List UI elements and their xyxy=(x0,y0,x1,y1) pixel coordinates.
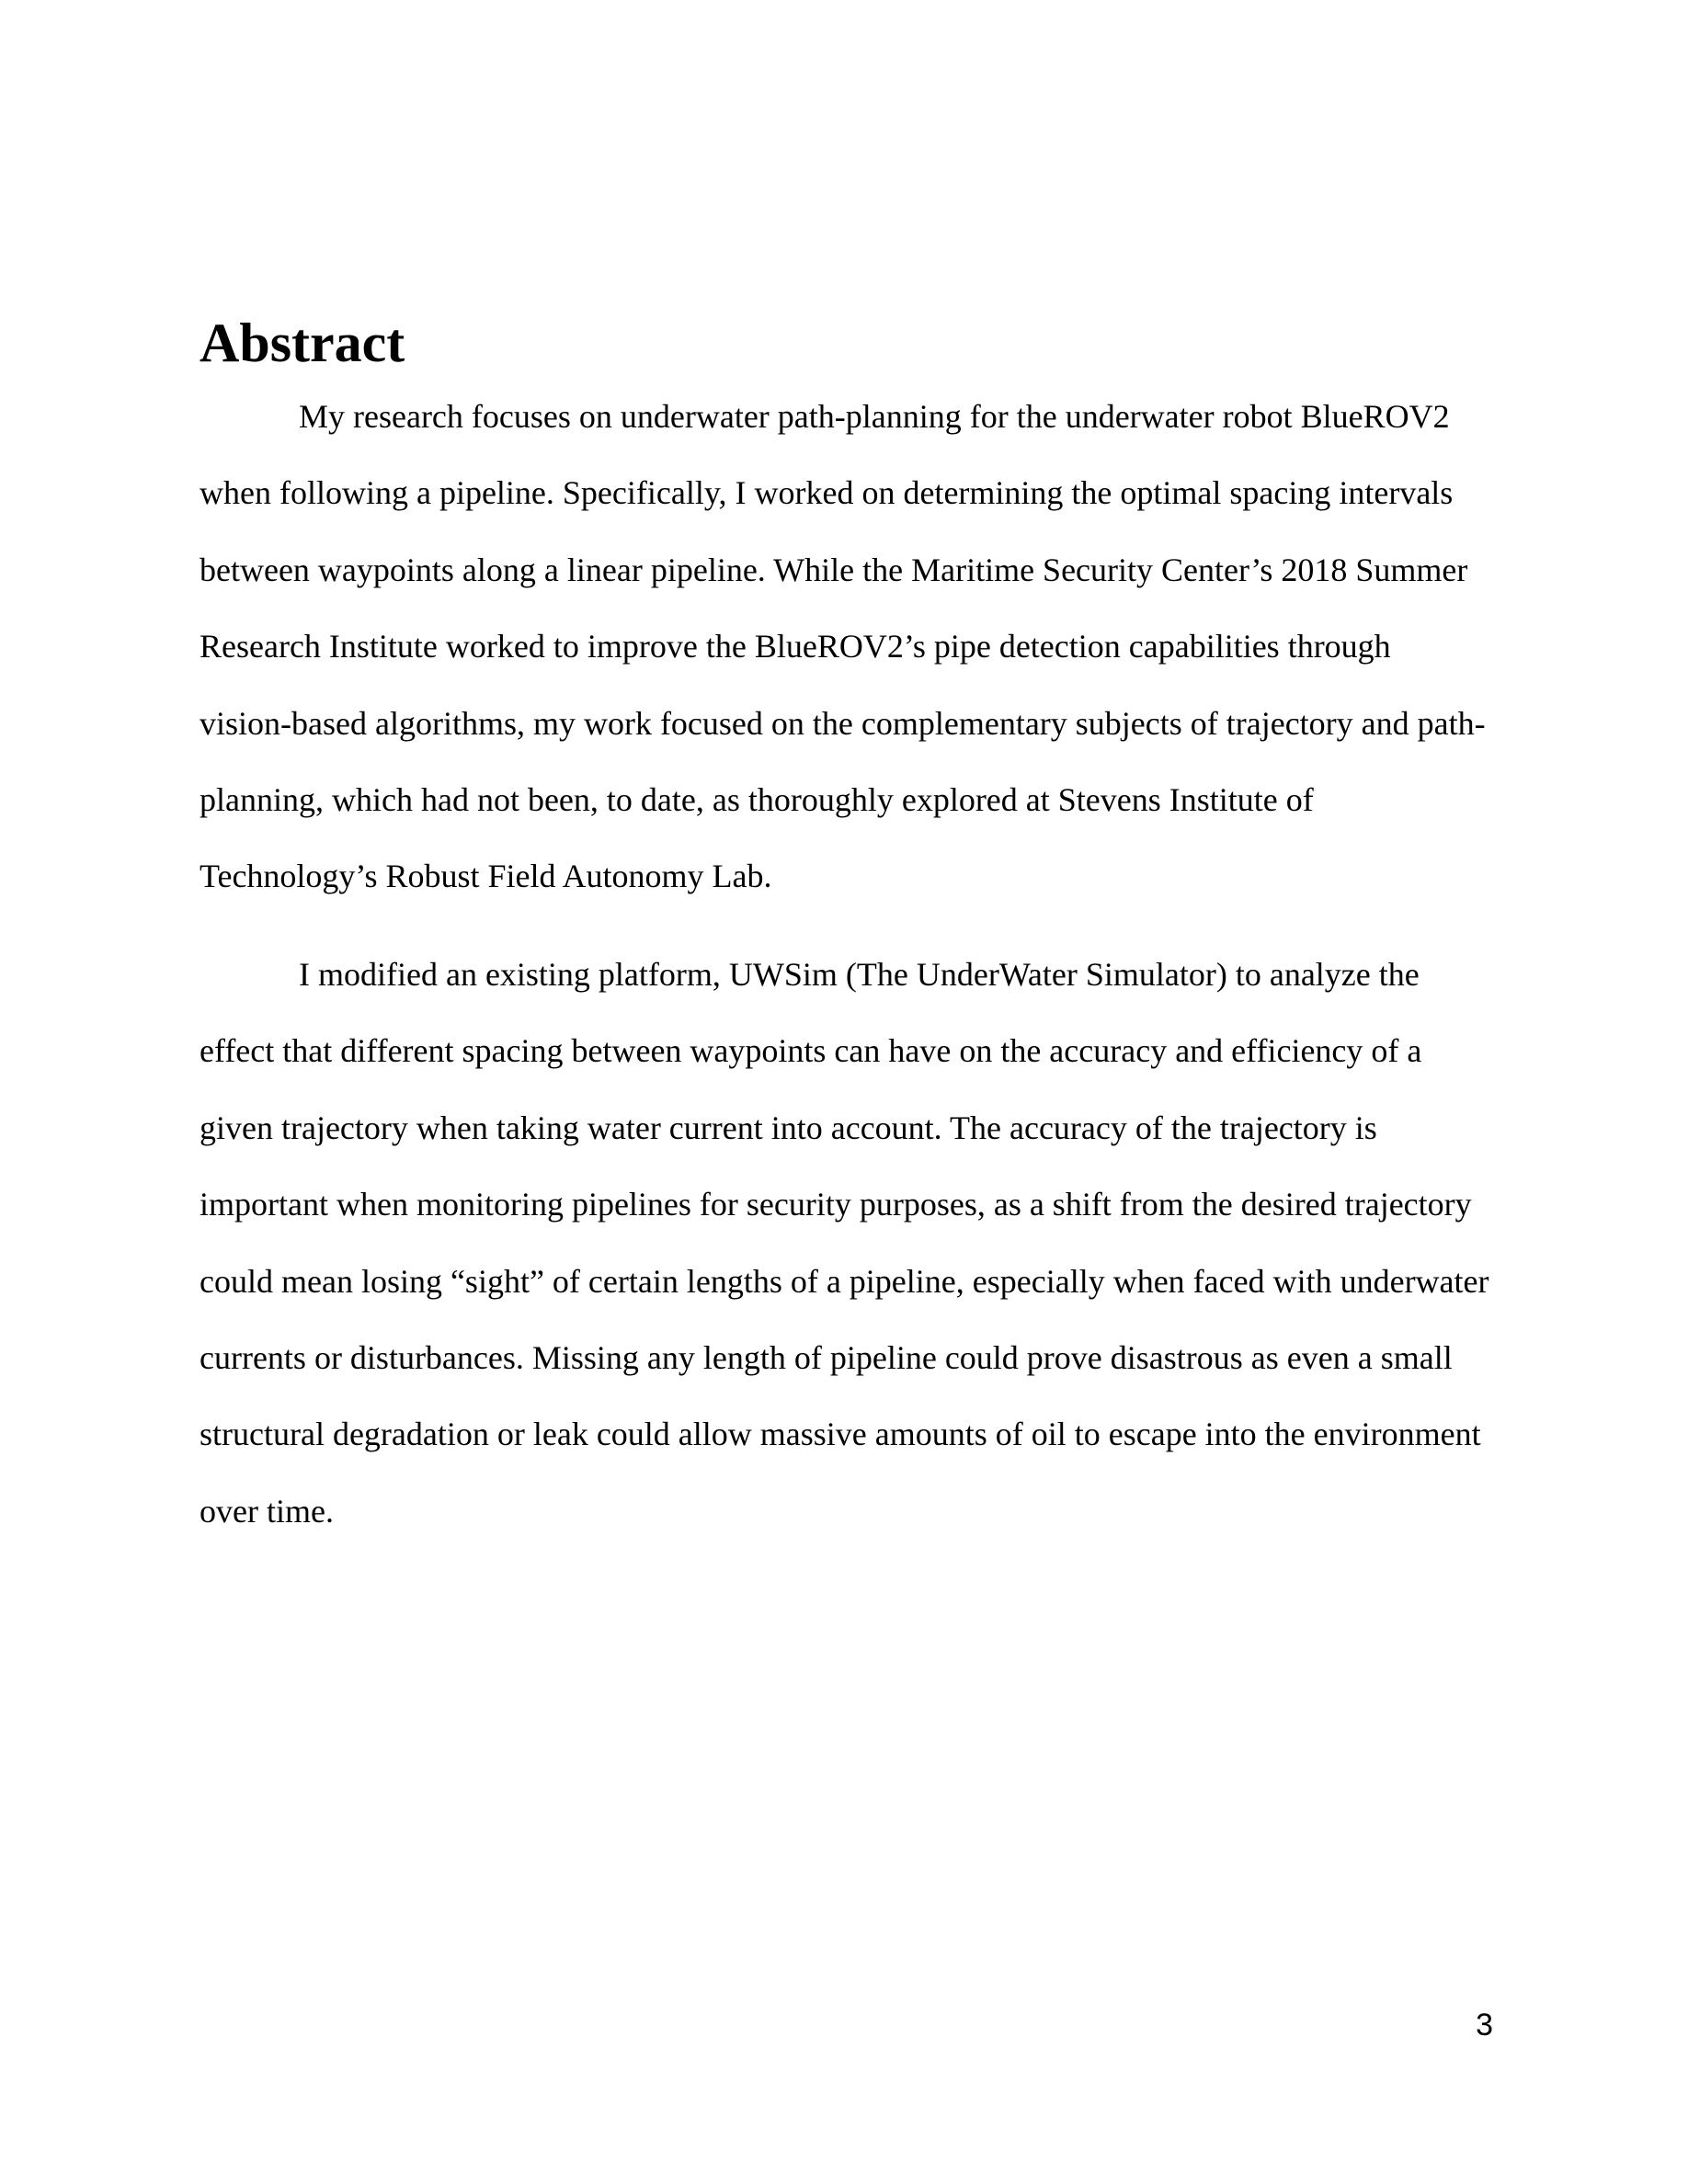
text-line: My research focuses on underwater path-planning for the underwater robot BlueROV2 xyxy=(299,398,1450,435)
abstract-paragraph-2 xyxy=(200,937,1560,1550)
abstract-paragraph-1 xyxy=(200,379,1560,916)
text-line: given trajectory when taking water current into account. The accuracy of the trajectory is xyxy=(200,1109,1377,1146)
text-line: vision-based algorithms, my work focused on the complementary subjects of trajectory and path- xyxy=(200,704,1486,742)
text-line: currents or disturbances. Missing any length of pipeline could prove disastrous as even a small xyxy=(200,1339,1453,1377)
page-number: 3 xyxy=(1476,2008,1493,2042)
text-line: effect that different spacing between waypoints can have on the accuracy and efficiency of a xyxy=(200,1032,1422,1070)
text-line: could mean losing “sight” of certain lengths of a pipeline, especially when faced with underwater xyxy=(200,1262,1489,1300)
text-line: over time. xyxy=(200,1492,334,1530)
text-line: when following a pipeline. Specifically, I worked on determining the optimal spacing intervals xyxy=(200,474,1454,512)
text-line: structural degradation or leak could allow massive amounts of oil to escape into the environment xyxy=(200,1416,1481,1453)
text-line: between waypoints along a linear pipeline. While the Maritime Security Center’s 2018 Summer xyxy=(200,551,1468,588)
text-line: Research Institute worked to improve the BlueROV2’s pipe detection capabilities through xyxy=(200,628,1391,665)
text-line: Technology’s Robust Field Autonomy Lab. xyxy=(200,858,772,895)
text-line: planning, which had not been, to date, as thoroughly explored at Stevens Institute of xyxy=(200,781,1314,819)
text-line: I modified an existing platform, UWSim (The UnderWater Simulator) to analyze the xyxy=(299,956,1420,993)
section-heading: Abstract xyxy=(200,313,405,373)
text-line: important when monitoring pipelines for security purposes, as a shift from the desired trajectory xyxy=(200,1186,1472,1223)
